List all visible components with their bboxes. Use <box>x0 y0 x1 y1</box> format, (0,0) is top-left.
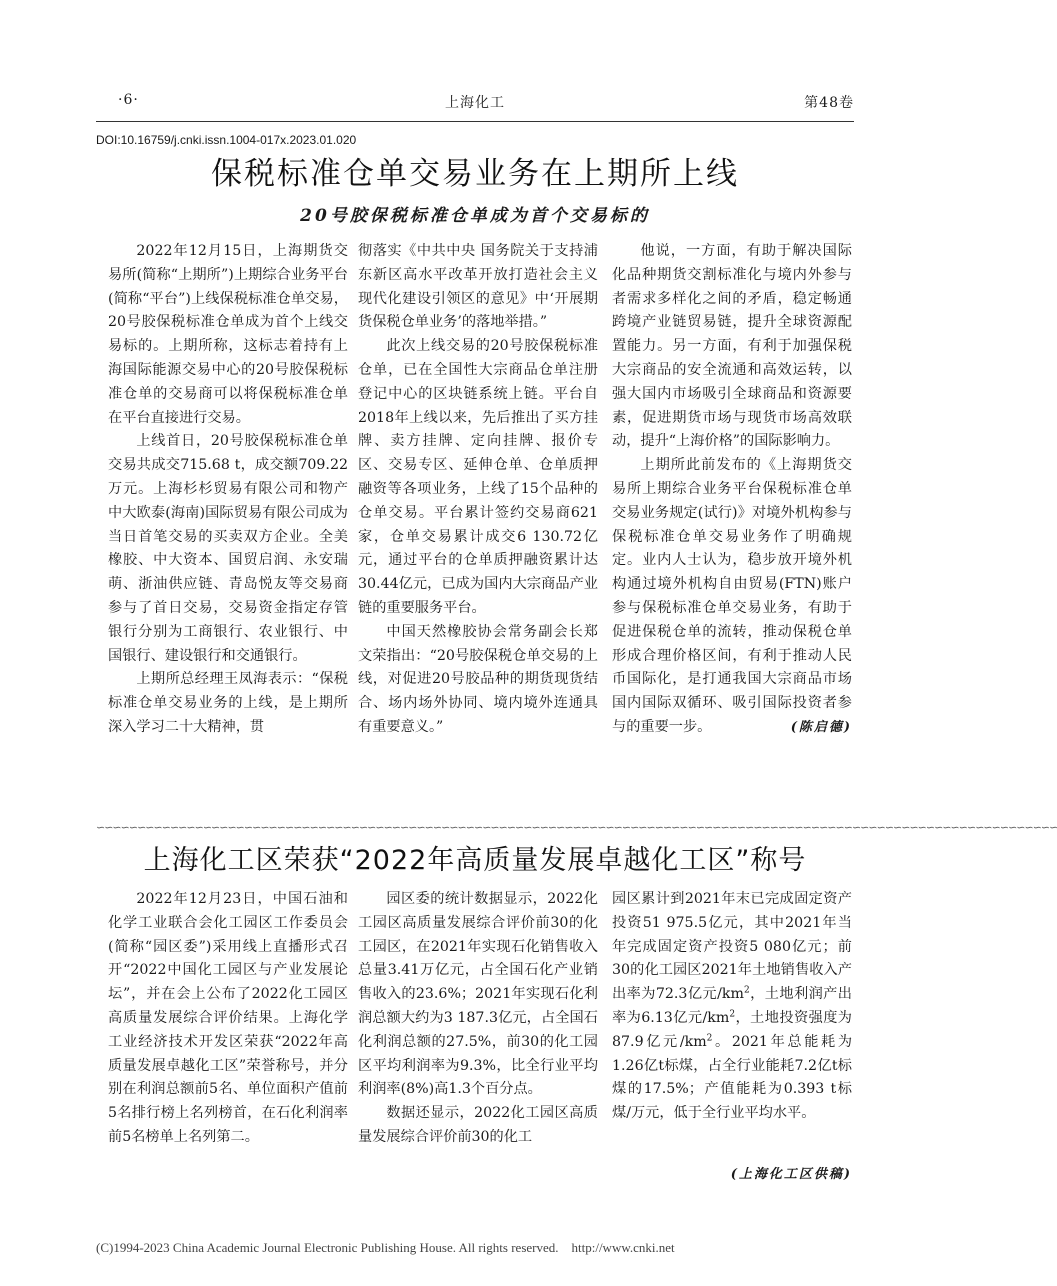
paragraph: 园区委的统计数据显示，2022化工园区高质量发展综合评价前30的化工园区，在2021年实现石化销售收入总量3.41万亿元，占全国石化产业销售收入的23.6%；2021年实现石化利润总额大约为3 187.3亿元，占全国石化利润总额的27.5%，前30的化工园区平均利润率为9.3%，比全行业平均利润率(8%)高1.3个百分点。 <box>358 891 598 1098</box>
paragraph: 数据还显示，2022化工园区高质量发展综合评价前30的化工 <box>358 1105 598 1145</box>
doi-line[interactable]: DOI:10.16759/j.cnki.issn.1004-017x.2023.01.020 <box>96 133 357 147</box>
paragraph: 2022年12月15日，上海期货交易所(简称“上期所”)上期综合业务平台(简称“平台”)上线保税标准仓单交易，20号胶保税标准仓单成为首个上线交易标的。上期所称，这标志着持有上海国际能源交易中心的20号胶保税标准仓单的交易商可以将保税标准仓单在平台直接进行交易。 <box>108 243 348 426</box>
superscript: 2 <box>706 1033 713 1044</box>
copyright-footer <box>96 1240 856 1256</box>
paragraph: 上线首日，20号胶保税标准仓单交易共成交715.68 t，成交额709.22万元。上海杉杉贸易有限公司和物产中大欧泰(海南)国际贸易有限公司成为当日首笔交易的买卖双方企业。全美橡胶、中大资本、国贸启润、永安瑞萌、浙油供应链、青岛悦友等交易商参与了首日交易，交易资金指定存管银行分别为工商银行、农业银行、中国银行、建设银行和交通银行。 <box>108 433 348 664</box>
journal-name: 上海化工 <box>445 95 505 111</box>
text-run: ，土地利润产出率为6.13亿元/km <box>612 986 852 1026</box>
paragraph <box>612 888 852 1126</box>
paragraph-text: 上期所此前发布的《上海期货交易所上期综合业务平台保税标准仓单交易业务规定(试行)》对境外机构参与保税标准仓单交易业务作了明确规定。业内人士认为，稳步放开境外机构通过境外机构自由贸易(FTN)账户参与保税标准仓单交易业务，有助于促进保税仓单的流转，推动保税仓单形成合理价格区间，有利于推动人民币国际化，是打通我国大宗商品市场国内国际双循环、吸引国际投资者参与的重要一步。 <box>612 457 852 735</box>
paragraph: 2022年12月23日，中国石油和化学工业联合会化工园区工作委员会(简称“园区委”)采用线上直播形式召开“2022中国化工园区与产业发展论坛”，并在会上公布了2022化工园区高质量发展综合评价结果。上海化学工业经济技术开发区荣获“2022年高质量发展卓越化工区”荣誉称号，并分别在利润总额前5名、单位面积产值前5名排行榜上名列榜首，在石化利润率前5名榜单上名列第二。 <box>108 891 348 1145</box>
article2-column-2 <box>358 888 598 1150</box>
paragraph <box>612 454 852 740</box>
article2-column-1 <box>108 888 348 1150</box>
text-run: ，土地投资强度为87.9亿元/km <box>612 1009 852 1050</box>
article2-credit: (上海化工区供稿) <box>730 1167 852 1182</box>
text-run: 。2021年总能耗为1.26亿t标煤，占全行业能耗7.2亿t标煤的17.5%；产值能耗为0.393 t标煤/万元，低于全行业平均水平。 <box>612 1033 853 1122</box>
article1-subtitle: 20号胶保税标准仓单成为首个交易标的 <box>300 206 650 226</box>
cnki-link[interactable]: http://www.cnki.net <box>571 1240 675 1255</box>
header-rule <box>96 121 854 122</box>
ornamental-divider: ∽∽∽∽∽∽∽∽∽∽∽∽∽∽∽∽∽∽∽∽∽∽∽∽∽∽∽∽∽∽∽∽∽∽∽∽∽∽∽∽∽∽∽∽∽∽∽∽∽∽∽∽∽∽∽∽∽∽∽∽∽∽∽∽∽∽∽∽∽∽∽∽∽∽∽∽∽∽∽∽∽∽∽∽∽∽∽∽∽∽∽∽∽∽∽∽∽∽∽∽∽∽∽∽∽∽∽∽∽∽∽∽∽∽∽∽∽ <box>96 821 1057 834</box>
volume-label: 第48卷 <box>804 95 854 111</box>
page-number: ·6· <box>118 92 139 108</box>
paragraph: 上期所总经理王凤海表示：“保税标准仓单交易业务的上线，是上期所深入学习二十大精神，贯 <box>108 671 348 735</box>
article2-column-3 <box>612 888 852 1126</box>
superscript: 2 <box>729 1009 736 1020</box>
article1-column-2 <box>358 240 598 740</box>
article1-credit: (陈启德) <box>790 719 852 735</box>
copyright-text: (C)1994-2023 China Academic Journal Electronic Publishing House. All rights reserved. <box>96 1240 559 1255</box>
article2-title: 上海化工区荣获“2022年高质量发展卓越化工区”称号 <box>143 845 807 876</box>
paragraph: 他说，一方面，有助于解决国际化品种期货交割标准化与境内外参与者需求多样化之间的矛盾，稳定畅通跨境产业链贸易链，提升全球资源配置能力。另一方面，有利于加强保税大宗商品的安全流通和高效运转，以强大国内市场吸引全球商品和资源要素，促进期货市场与现货市场高效联动，提升“上海价格”的国际影响力。 <box>612 243 852 450</box>
paragraph: 中国天然橡胶协会常务副会长郑文荣指出：“20号胶保税仓单交易的上线，对促进20号胶品种的期货现货结合、场内场外协同、境内境外连通具有重要意义。” <box>358 623 598 735</box>
paragraph: 彻落实《中共中央 国务院关于支持浦东新区高水平改革开放打造社会主义现代化建设引领区的意见》中‘开展期货保税仓单业务’的落地举措。” <box>358 243 598 331</box>
paragraph: 此次上线交易的20号胶保税标准仓单，已在全国性大宗商品仓单注册登记中心的区块链系统上链。平台自2018年上线以来，先后推出了买方挂牌、卖方挂牌、定向挂牌、报价专区、交易专区、延伸仓单、仓单质押融资等各项业务，上线了15个品种的仓单交易。平台累计签约交易商621家，仓单交易累计成交6 130.72亿元，通过平台的仓单质押融资累计达30.44亿元，已成为国内大宗商品产业链的重要服务平台。 <box>358 338 598 616</box>
article1-title: 保税标准仓单交易业务在上期所上线 <box>211 156 739 192</box>
article1-column-3 <box>612 240 852 740</box>
article1-column-1 <box>108 240 348 740</box>
superscript: 2 <box>743 985 750 996</box>
text-run: 园区累计到2021年末已完成固定资产投资51 975.5亿元，其中2021年当年完成固定资产投资5 080亿元；前30的化工园区2021年土地销售收入产出率为72.3亿元/km <box>612 891 852 1003</box>
